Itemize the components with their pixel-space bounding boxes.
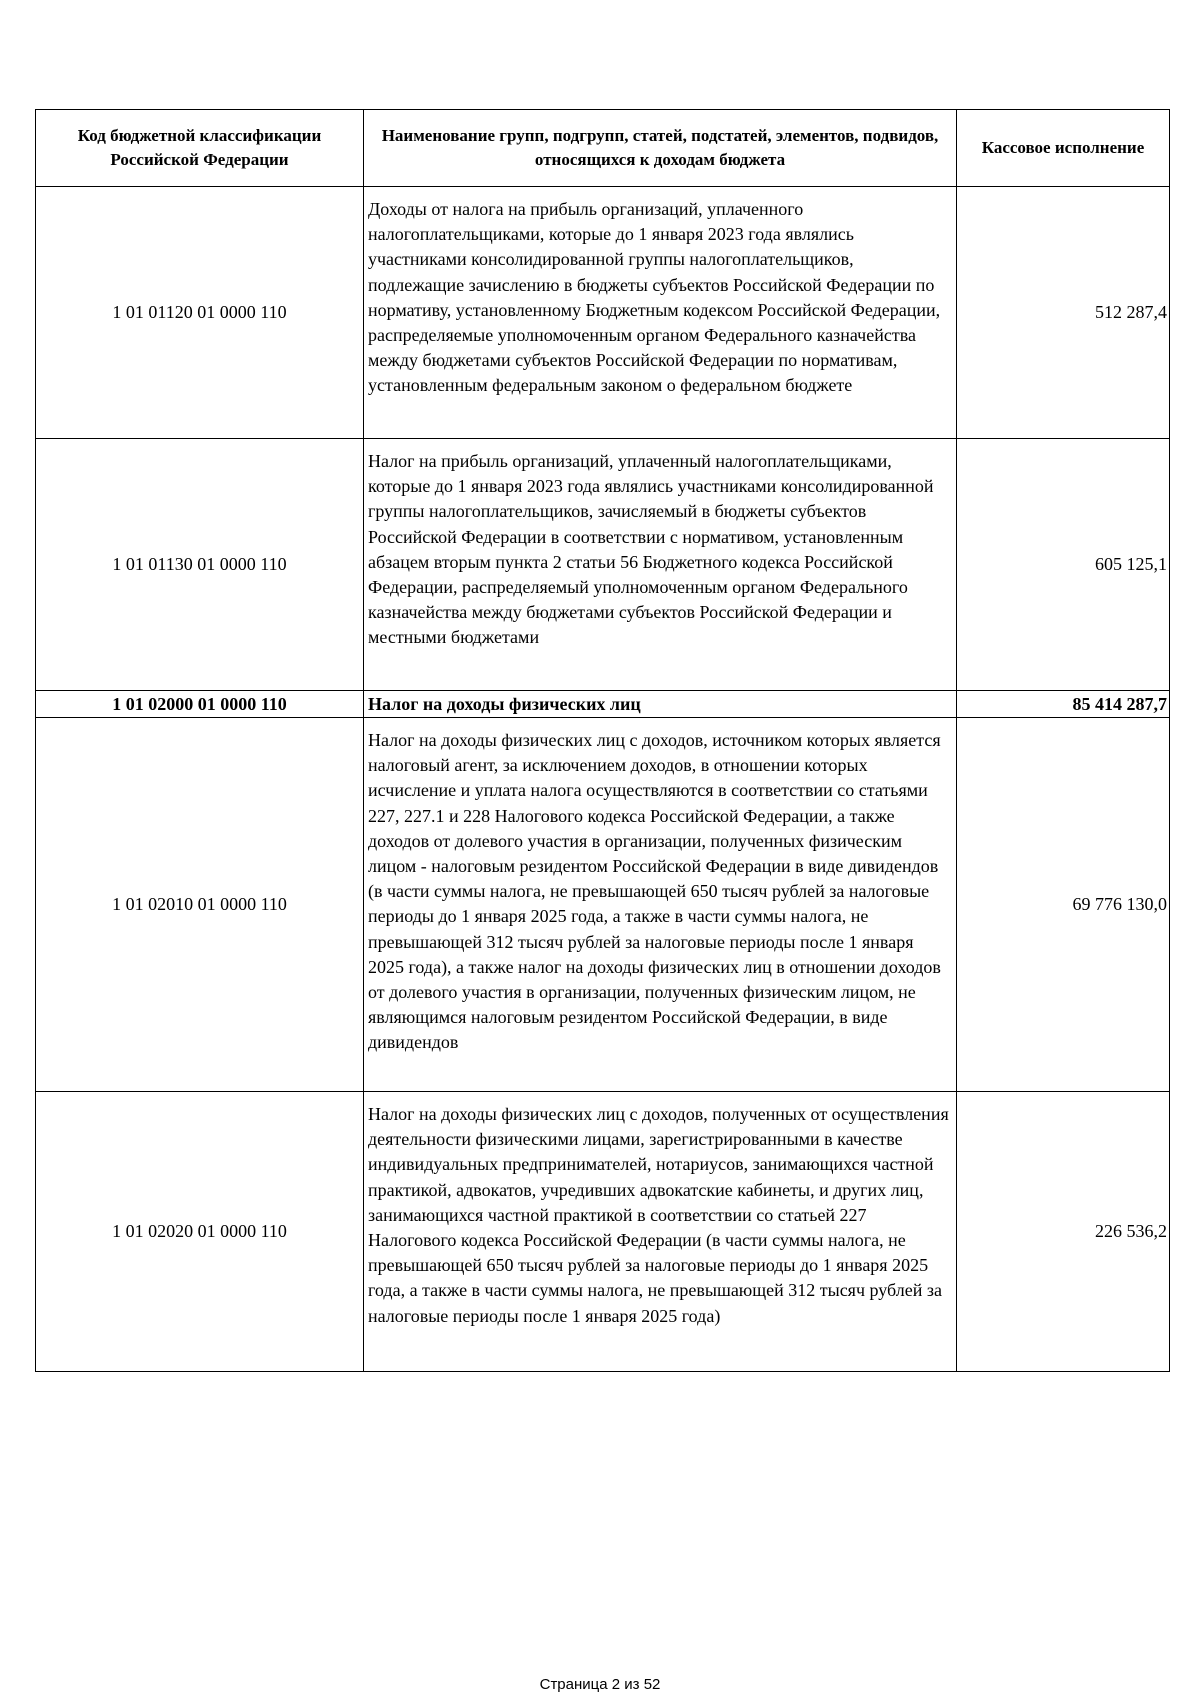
table-row-total <box>36 691 1170 718</box>
row-code: 1 01 02020 01 0000 110 <box>36 1092 364 1372</box>
table-row <box>36 718 1170 1092</box>
table-row <box>36 439 1170 691</box>
row-name: Доходы от налога на прибыль организаций, уплаченного налогоплательщиками, которые до 1 января 2023 года являлись участниками консолидированной группы налогоплательщиков, подлежащие зачислению в бюджеты субъектов Российской Федерации по нормативу, установленному Бюджетным кодексом Российской Федерации, распределяемые уполномоченным органом Федерального казначейства между бюджетами субъектов Российской Федерации по нормативам, установленным федеральным законом о федеральном бюджете <box>364 187 957 439</box>
row-name: Налог на прибыль организаций, уплаченный налогоплательщиками, которые до 1 января 2023 года являлись участниками консолидированной группы налогоплательщиков, зачисляемый в бюджеты субъектов Российской Федерации в соответствии с нормативом, установленным абзацем вторым пункта 2 статьи 56 Бюджетного кодекса Российской Федерации, распределяемый уполномоченным органом Федерального казначейства между бюджетами субъектов Российской Федерации и местными бюджетами <box>364 439 957 691</box>
row-amount: 605 125,1 <box>957 439 1170 691</box>
header-name: Наименование групп, подгрупп, статей, подстатей, элементов, подвидов, относящихся к доходам бюджета <box>364 110 957 187</box>
row-code: 1 01 02000 01 0000 110 <box>36 691 364 718</box>
table-row <box>36 1092 1170 1372</box>
page-number: Страница 2 из 52 <box>539 1676 661 1693</box>
row-code: 1 01 01120 01 0000 110 <box>36 187 364 439</box>
row-amount: 512 287,4 <box>957 187 1170 439</box>
row-name: Налог на доходы физических лиц с доходов, полученных от осуществления деятельности физическими лицами, зарегистрированными в качестве индивидуальных предпринимателей, нотариусов, занимающихся частной практикой, адвокатов, учредивших адвокатские кабинеты, и других лиц, занимающихся частной практикой в соответствии со статьей 227 Налогового кодекса Российской Федерации (в части суммы налога, не превышающей 650 тысяч рублей за налоговые периоды до 1 января 2025 года, а также в части суммы налога, не превышающей 312 тысяч рублей за налоговые периоды после 1 января 2025 года) <box>364 1092 957 1372</box>
header-code: Код бюджетной классификации Российской Федерации <box>36 110 364 187</box>
budget-revenue-table <box>35 109 1170 1372</box>
row-code: 1 01 01130 01 0000 110 <box>36 439 364 691</box>
row-name: Налог на доходы физических лиц с доходов, источником которых является налоговый агент, за исключением доходов, в отношении которых исчисление и уплата налога осуществляются в соответствии со статьями 227, 227.1 и 228 Налогового кодекса Российской Федерации, а также доходов от долевого участия в организации, полученных физическим лицом - налоговым резидентом Российской Федерации в виде дивидендов (в части суммы налога, не превышающей 650 тысяч рублей за налоговые периоды до 1 января 2025 года, а также в части суммы налога, не превышающей 312 тысяч рублей за налоговые периоды после 1 января 2025 года), а также налог на доходы физических лиц в отношении доходов от долевого участия в организации, полученных физическим лицом, не являющимся налоговым резидентом Российской Федерации, в виде дивидендов <box>364 718 957 1092</box>
row-amount: 85 414 287,7 <box>957 691 1170 718</box>
row-code: 1 01 02010 01 0000 110 <box>36 718 364 1092</box>
row-amount: 69 776 130,0 <box>957 718 1170 1092</box>
row-amount: 226 536,2 <box>957 1092 1170 1372</box>
header-amount: Кассовое исполнение <box>957 110 1170 187</box>
table-header-row <box>36 110 1170 187</box>
row-name: Налог на доходы физических лиц <box>364 691 957 718</box>
table-row <box>36 187 1170 439</box>
